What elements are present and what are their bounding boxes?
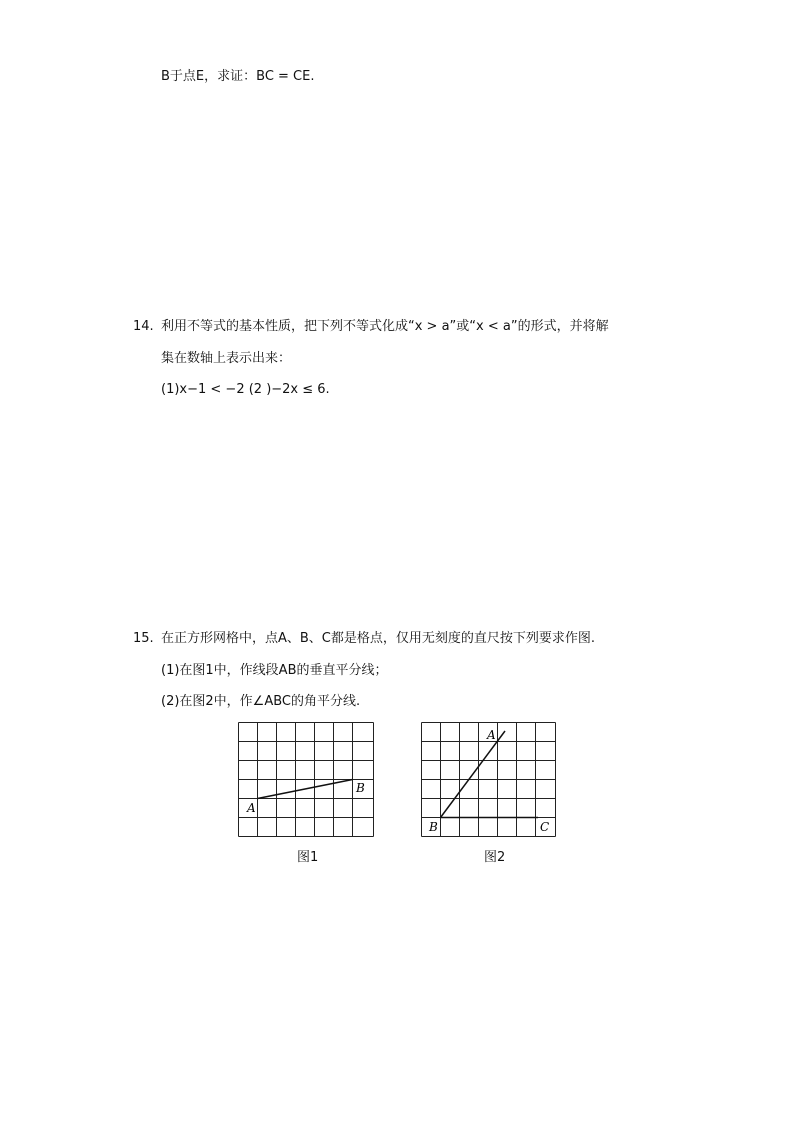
figure-1-caption: 图1	[297, 850, 319, 865]
segment-ab	[258, 780, 353, 799]
q15-part1: (1)在图1中，作线段AB的垂直平分线；	[161, 663, 388, 678]
figure-2-grid	[421, 722, 557, 840]
intro-line: B于点E，求证：BC = CE.	[161, 69, 315, 84]
q15-part2: (2)在图2中，作∠ABC的角平分线.	[161, 694, 361, 709]
label-b: B	[429, 820, 438, 834]
label-a: A	[247, 801, 256, 815]
label-a: A	[487, 728, 496, 742]
q14-number: 14.	[133, 319, 154, 334]
q14-line3: (1)x−1 < −2 (2 )−2x ≤ 6.	[161, 382, 330, 397]
q15-line1: 在正方形网格中，点A、B、C都是格点，仅用无刻度的直尺按下列要求作图.	[161, 631, 596, 646]
label-c: C	[540, 820, 550, 834]
label-b: B	[356, 781, 365, 795]
q14-line1: 利用不等式的基本性质，把下列不等式化成“x > a”或“x < a”的形式，并将解	[161, 319, 609, 334]
q14-line2: 集在数轴上表示出来：	[161, 351, 292, 366]
segment-ba	[441, 731, 506, 818]
figure-2-caption: 图2	[484, 850, 506, 865]
figure-1-grid	[238, 722, 374, 840]
q15-number: 15.	[133, 631, 154, 646]
